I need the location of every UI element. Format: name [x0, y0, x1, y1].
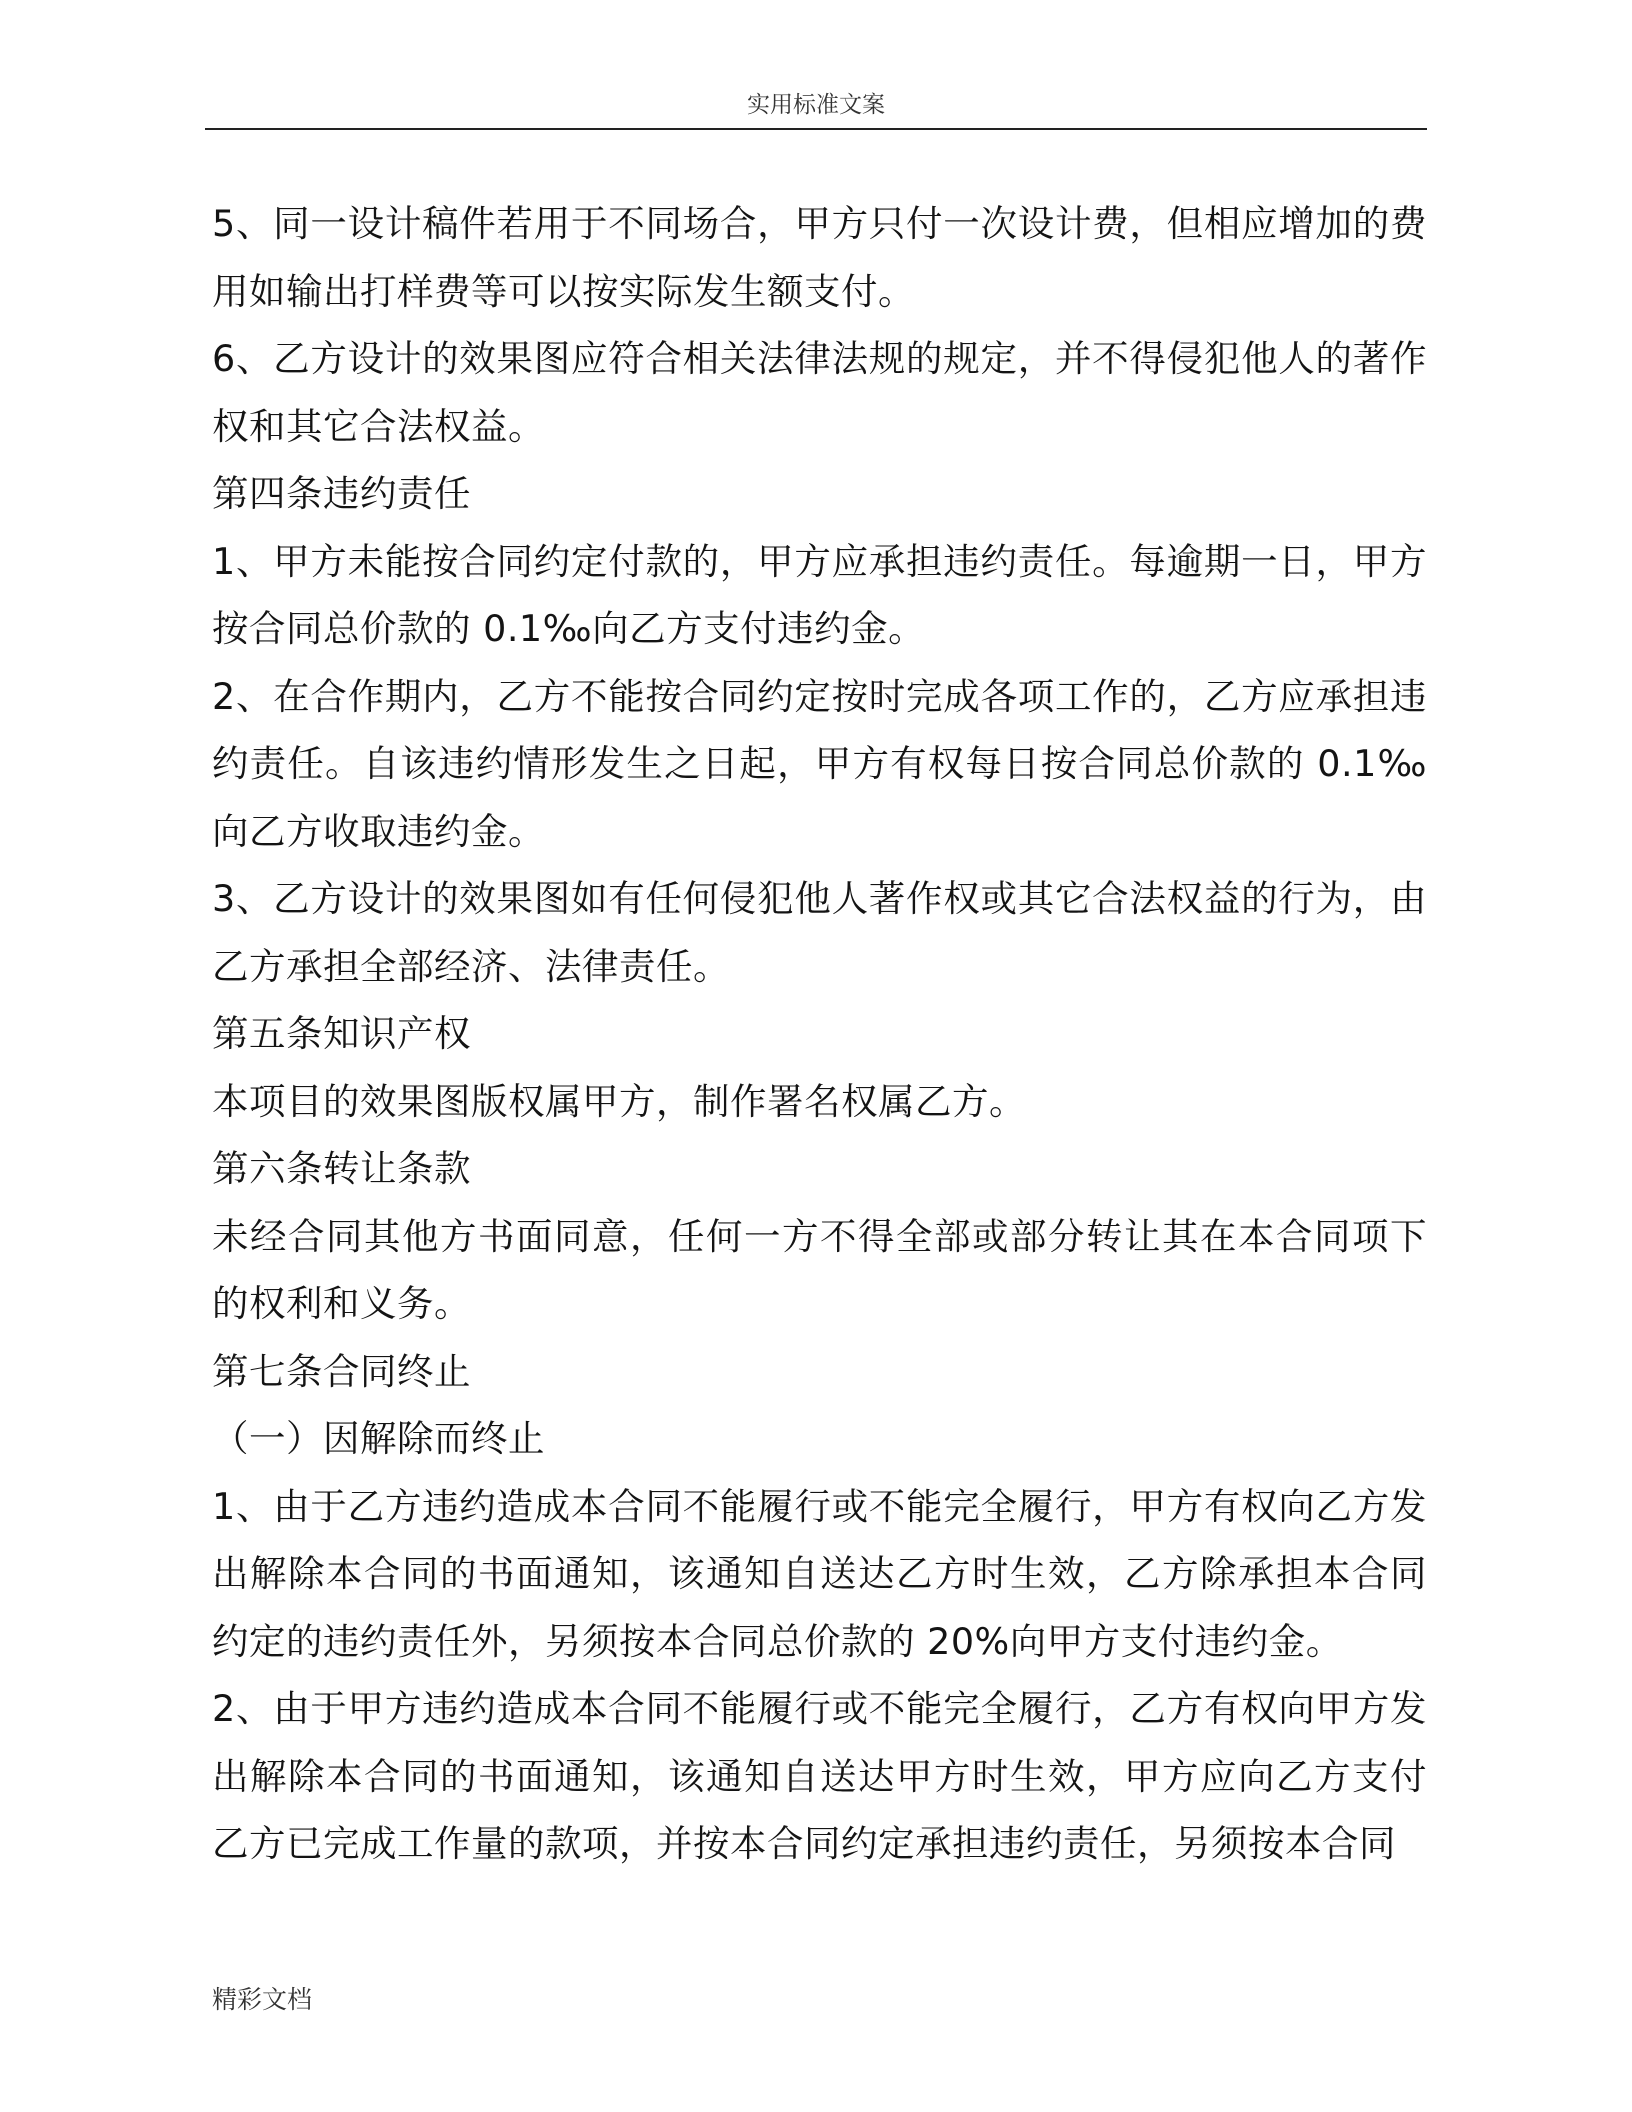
- paragraph-clause-5: 5、同一设计稿件若用于不同场合，甲方只付一次设计费，但相应增加的费用如输出打样费等可以按实际发生额支付。: [212, 202, 1427, 313]
- paragraph-breach-1: 1、甲方未能按合同约定付款的，甲方应承担违约责任。每逾期一日，甲方按合同总价款的 0.1‰向乙方支付违约金。: [212, 539, 1427, 650]
- paragraph-transfer: 未经合同其他方书面同意，任何一方不得全部或部分转让其在本合同项下的权利和义务。: [212, 1214, 1427, 1325]
- footer-label: 精彩文档: [212, 1985, 313, 2014]
- section-heading-article-7: 第七条合同终止: [212, 1349, 471, 1393]
- section-heading-article-5: 第五条知识产权: [212, 1012, 471, 1055]
- page-footer: [212, 1983, 312, 2017]
- paragraph-ip: 本项目的效果图版权属甲方，制作署名权属乙方。: [212, 1079, 1026, 1123]
- paragraph-breach-3: 3、乙方设计的效果图如有任何侵犯他人著作权或其它合法权益的行为，由乙方承担全部经济、法律责任。: [212, 877, 1427, 988]
- section-heading-article-4: 第四条违约责任: [212, 472, 471, 515]
- page-header: [205, 88, 1427, 130]
- document-body: [212, 190, 1427, 1878]
- paragraph-clause-6: 6、乙方设计的效果图应符合相关法律法规的规定，并不得侵犯他人的著作权和其它合法权益。: [212, 337, 1427, 448]
- paragraph-termination-1: 1、由于乙方违约造成本合同不能履行或不能完全履行，甲方有权向乙方发出解除本合同的书面通知，该通知自送达乙方时生效，乙方除承担本合同约定的违约责任外，另须按本合同总价款的 20%向甲方支付违约金。: [212, 1484, 1427, 1663]
- paragraph-termination-2: 2、由于甲方违约造成本合同不能履行或不能完全履行，乙方有权向甲方发出解除本合同的书面通知，该通知自送达甲方时生效，甲方应向乙方支付乙方已完成工作量的款项，并按本合同约定承担违约责任，另须按本合同: [212, 1687, 1427, 1865]
- section-heading-article-6: 第六条转让条款: [212, 1147, 471, 1190]
- paragraph-breach-2: 2、在合作期内，乙方不能按合同约定按时完成各项工作的，乙方应承担违约责任。自该违约情形发生之日起，甲方有权每日按合同总价款的 0.1‰向乙方收取违约金。: [212, 674, 1427, 853]
- header-title: 实用标准文案: [747, 92, 885, 118]
- subsection-heading-termination: （一）因解除而终止: [212, 1417, 545, 1460]
